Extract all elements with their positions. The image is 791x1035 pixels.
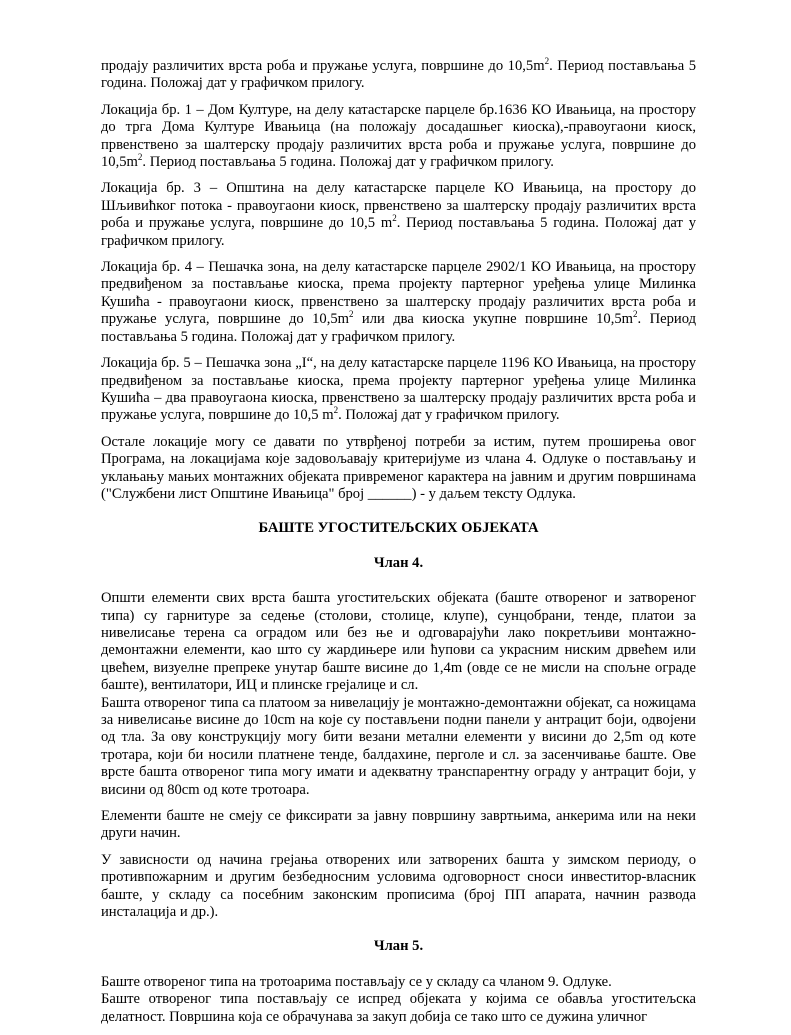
- document-body: [101, 58, 696, 1035]
- article-5-heading: Члан 5.: [373, 938, 424, 955]
- paragraph-text: . Период постављања 5 година. Положај дат у графичком прилогу.: [142, 154, 554, 171]
- paragraph-other-locations: Остале локације могу се давати по утврђеној потреби за истим, путем проширења овог Програма, на локацијама које задовољавају критеријуме из члана 4. Одлуке о постављању и уклањању мањих монтажних објеката привременог карактера на јавним и другим површинама ("Службени лист Општине Ивањица" број ______) - у даљем тексту Одлука.: [101, 433, 696, 502]
- section-heading: БАШТЕ УГОСТИТЕЉСКИХ ОБЈЕКАТА: [258, 520, 539, 537]
- paragraph-text: продају различитих врста роба и пружање услуга, површине до 10,5m: [101, 58, 545, 74]
- article-5-paragraph-2: Баште отвореног типа постављају се испред објеката у којима се обавља угоститељска делатност. Површина која се обрачунава за закуп добија се тако што се дужина уличног: [101, 991, 696, 1025]
- paragraph-text: Локација бр. 5 – Пешачка зона „I“, на делу катастарске парцеле 1196 КО Ивањица, на простору предвиђеном за постављање киоска, према пројекту партерног уређења улице Милинка Кушића – два правоугаона киоска, првенствено за шалтерску продају различитих врста роба и пружање услуга, површине до 10,5 m: [101, 355, 696, 424]
- superscript: 2: [349, 309, 354, 320]
- paragraph-text: Локација бр. 3 – Општина на делу катастарске парцеле КО Ивањица, на простору до Шљивићког потока - правоугаони киоск, првенствено за шалтерску продају различитих врста роба и пружање услуга, површине до 10,5 m: [101, 180, 696, 232]
- article-4-paragraph-3: Елементи баште не смеју се фиксирати за јавну површину завртњима, анкерима или на неки други начин.: [101, 808, 696, 842]
- paragraph-continuation: [101, 58, 696, 93]
- paragraph-location-4: [101, 259, 696, 346]
- paragraph-text: или два киоска укупне површине 10,5m: [353, 311, 633, 328]
- paragraph-text: . Период постављања 5 година. Положај дат у графичком прилогу.: [101, 58, 696, 92]
- superscript: 2: [137, 152, 143, 163]
- article-4-paragraph-4: У зависности од начина грејања отворених или затворених башта у зимском периоду, о противпожарним и другим безбедносним условима одговорност сноси инвеститор-власник баште, у складу са посебним законским прописима (број ПП апарата, начнин развода инсталација и др.).: [101, 851, 696, 921]
- paragraph-location-5: [101, 355, 696, 425]
- paragraph-text: . Период постављања 5 година. Положај дат у графичком прилогу.: [101, 311, 696, 345]
- paragraph-text: Локација бр. 4 – Пешачка зона, на делу катастарске парцеле 2902/1 КО Ивањица, на простору предвиђеном за постављање киоска, према пројекту партерног уређења улице Милинка Кушића - правоугаони киоск, првенствено за шалтерску продају различитих врста роба и пружање услуга, површине до 10,5m: [101, 259, 696, 328]
- paragraph-text: . Положај дат у графичком прилогу.: [338, 407, 560, 424]
- superscript: 2: [633, 309, 638, 320]
- paragraph-location-1: [101, 102, 696, 172]
- article-4-paragraph-1: Општи елементи свих врста башта угоститељских објеката (баште отвореног и затвореног типа) су гарнитуре за седење (столови, столице, клупе), сунцобрани, тенде, платои за нивелисање терена са оградом или без ње и одговарајући лако покретљиви монтажно-демонтажни елементи, као што су жардињере или ћупови са украсним ниским дрвећем или цвећем, визуелне препреке унутар баште висине до 1,4m (овде се не мисли на спољне ограде баште), вентилатори, ИЦ и плинске грејалице и сл.: [101, 590, 696, 694]
- superscript: 2: [392, 213, 397, 224]
- article-5-paragraph-1: Баште отвореног типа на тротоарима постављају се у складу са чланом 9. Одлуке.: [101, 973, 612, 990]
- paragraph-text: . Период постављања 5 година. Положај дат у графичком прилогу.: [101, 215, 696, 249]
- article-4-heading: Члан 4.: [373, 554, 424, 571]
- superscript: 2: [544, 56, 550, 66]
- paragraph-text: Локација бр. 1 – Дом Културе, на делу катастарске парцеле бр.1636 КО Ивањица, на простору до трга Дома Културе Ивањица (на положају досадашњег киоска),-правоугаони киоск, првенствено за шалтерску продају различитих врста роба и пружање услуга, површине до 10,5m: [101, 101, 696, 171]
- superscript: 2: [333, 405, 339, 416]
- paragraph-location-3: [101, 180, 696, 250]
- article-4-paragraph-2: Башта отвореног типа са платоом за нивелацију је монтажно-демонтажни објекат, са ножицама за нивелисање висине до 10cm на које су постављени подни панели у антрацит боји, одвојени од тла. За ову конструкцију могу бити везани метални елементи у висини до 2,5m од коте тротара, који би носили платнене тенде, балдахине, перголе и сл. за засенчивање баште. Ове врсте башта отвореног типа могу имати и адекватну транспарентну ограду у антрацит боји, у висини од 80cm од коте тротоара.: [101, 694, 696, 798]
